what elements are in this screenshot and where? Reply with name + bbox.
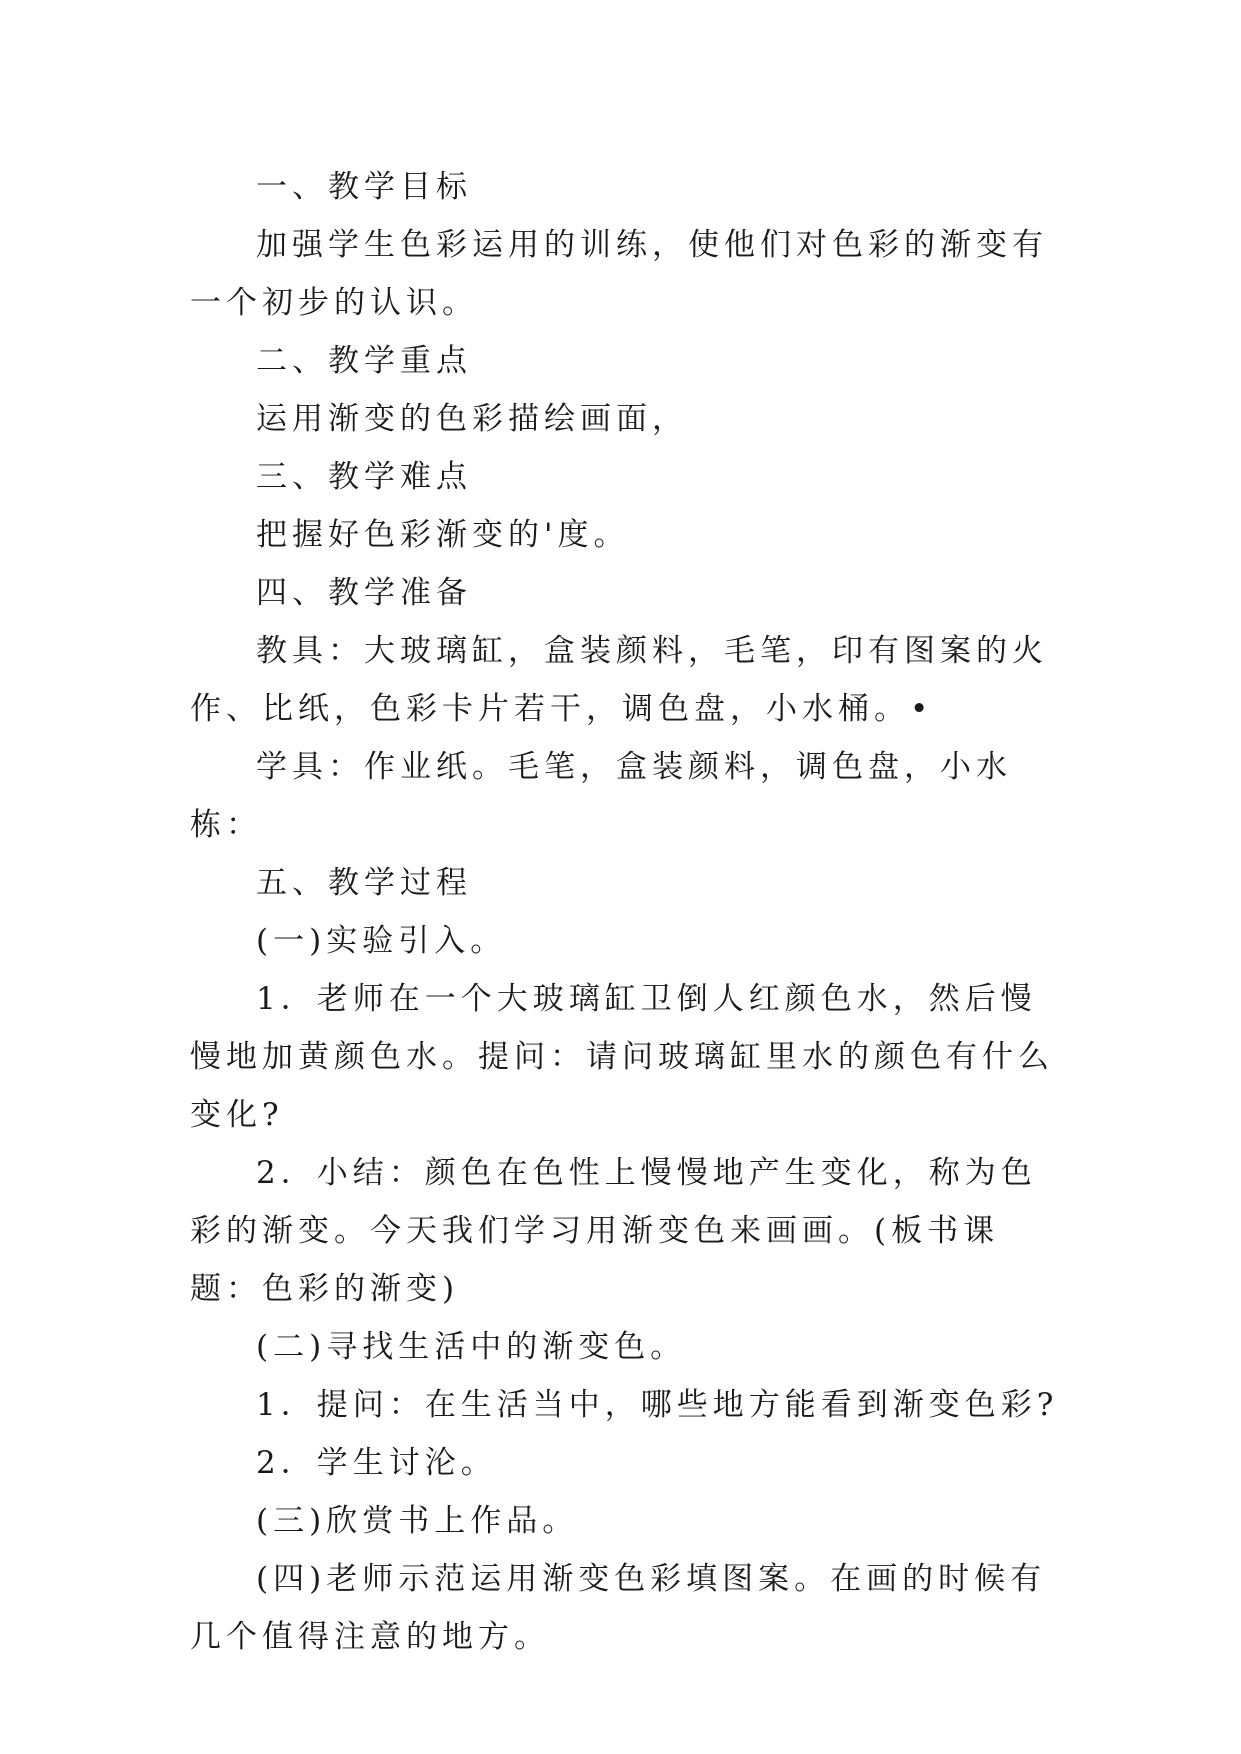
heading-teaching-preparation: 四、教学准备	[256, 575, 472, 611]
paragraph-difficulty-text: 把握好色彩渐变的'度。	[256, 517, 630, 553]
paragraph-step-1: 1．老师在一个大玻璃缸卫倒人红颜色水，然后慢慢地加黄颜色水。提问：请问玻璃缸里水的颜色有什么变化?	[190, 981, 1054, 1133]
heading-teaching-focus: 二、教学重点	[256, 343, 472, 379]
document-body	[190, 158, 1070, 1666]
paragraph-student-tools: 学具：作业纸。毛笔，盒装颜料，调色盘，小水栋：	[190, 749, 1012, 843]
subheading-experiment: (一)实验引入。	[256, 923, 507, 959]
heading-teaching-process: 五、教学过程	[256, 865, 472, 901]
paragraph-discussion: 2．学生讨沦。	[256, 1445, 497, 1481]
paragraph-teacher-tools: 教具：大玻璃缸，盒装颜料，毛笔，印有图案的火作、比纸，色彩卡片若干，调色盘，小水桶。•	[190, 633, 1048, 727]
paragraph-step-2: 2．小结：颜色在色性上慢慢地产生变化，称为色彩的渐变。今天我们学习用渐变色来画画。(板书课题：色彩的渐变)	[190, 1155, 1037, 1307]
subheading-appreciate-works: (三)欣赏书上作品。	[256, 1503, 579, 1539]
paragraph-teacher-demo: (四)老师示范运用渐变色彩填图案。在画的时候有几个值得注意的地方。	[190, 1561, 1047, 1655]
paragraph-focus-text: 运用渐变的色彩描绘画面，	[256, 401, 688, 437]
paragraph-question: 1．提问：在生活当中，哪些地方能看到渐变色彩?	[256, 1387, 1059, 1423]
heading-teaching-goals: 一、教学目标	[256, 169, 472, 205]
paragraph-goals-text: 加强学生色彩运用的训练，使他们对色彩的渐变有一个初步的认识。	[190, 227, 1048, 321]
heading-teaching-difficulty: 三、教学难点	[256, 459, 472, 495]
subheading-find-gradients: (二)寻找生活中的渐变色。	[256, 1329, 687, 1365]
